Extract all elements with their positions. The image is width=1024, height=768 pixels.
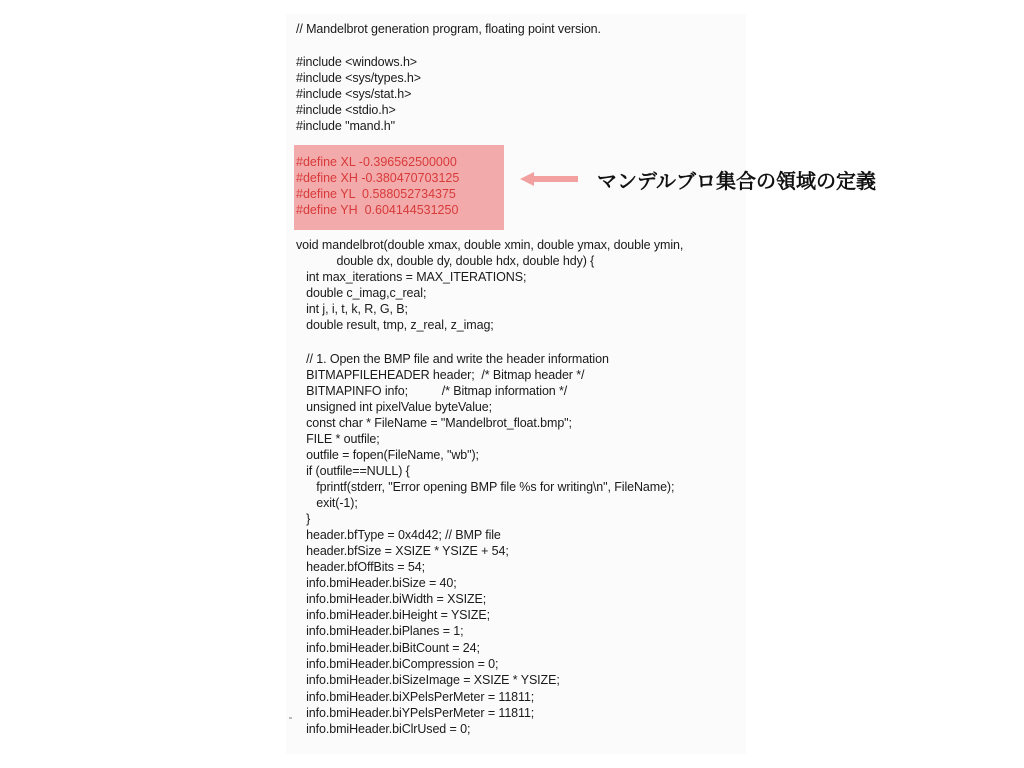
scan-speck <box>289 717 292 719</box>
code-line: BITMAPINFO info; /* Bitmap information */ <box>296 384 568 398</box>
code-line: info.bmiHeader.biXPelsPerMeter = 11811; <box>296 690 535 704</box>
include-line: #include <sys/stat.h> <box>296 87 412 101</box>
include-line: #include <windows.h> <box>296 55 417 69</box>
callout-label: マンデルブロ集合の領域の定義 <box>597 169 876 193</box>
code-line: double dx, double dy, double hdx, double hdy) { <box>296 254 595 268</box>
define-xh: #define XH -0.380470703125 <box>296 171 460 185</box>
include-line: #include "mand.h" <box>296 119 395 133</box>
code-comment-header: // Mandelbrot generation program, floating point version. <box>296 22 601 36</box>
code-line: BITMAPFILEHEADER header; /* Bitmap header */ <box>296 368 585 382</box>
code-line: int max_iterations = MAX_ITERATIONS; <box>296 270 527 284</box>
code-line: unsigned int pixelValue byteValue; <box>296 400 492 414</box>
code-line: fprintf(stderr, "Error opening BMP file %s for writing\n", FileName); <box>296 480 675 494</box>
code-line: FILE * outfile; <box>296 432 380 446</box>
code-line: outfile = fopen(FileName, "wb"); <box>296 448 479 462</box>
code-line: info.bmiHeader.biClrUsed = 0; <box>296 722 471 736</box>
code-line: if (outfile==NULL) { <box>296 464 410 478</box>
define-yl: #define YL 0.588052734375 <box>296 187 456 201</box>
code-line: double c_imag,c_real; <box>296 286 427 300</box>
code-line: header.bfSize = XSIZE * YSIZE + 54; <box>296 544 509 558</box>
code-line: info.bmiHeader.biYPelsPerMeter = 11811; <box>296 706 535 720</box>
code-line: } <box>296 512 311 526</box>
code-line: info.bmiHeader.biCompression = 0; <box>296 657 499 671</box>
code-line: header.bfOffBits = 54; <box>296 560 425 574</box>
code-line: info.bmiHeader.biPlanes = 1; <box>296 624 464 638</box>
define-yh: #define YH 0.604144531250 <box>296 203 459 217</box>
code-comment: // 1. Open the BMP file and write the header information <box>296 352 609 366</box>
code-line: info.bmiHeader.biSizeImage = XSIZE * YSIZE; <box>296 673 560 687</box>
include-line: #include <sys/types.h> <box>296 71 421 85</box>
define-xl: #define XL -0.396562500000 <box>296 155 457 169</box>
code-line: double result, tmp, z_real, z_imag; <box>296 318 494 332</box>
code-line: void mandelbrot(double xmax, double xmin, double ymax, double ymin, <box>296 238 684 252</box>
code-line: const char * FileName = "Mandelbrot_float.bmp"; <box>296 416 572 430</box>
code-line: info.bmiHeader.biWidth = XSIZE; <box>296 592 487 606</box>
code-line: info.bmiHeader.biSize = 40; <box>296 576 457 590</box>
code-line: int j, i, t, k, R, G, B; <box>296 302 408 316</box>
code-line: info.bmiHeader.biHeight = YSIZE; <box>296 608 490 622</box>
left-arrow-icon <box>520 172 580 186</box>
code-line: info.bmiHeader.biBitCount = 24; <box>296 641 480 655</box>
include-line: #include <stdio.h> <box>296 103 396 117</box>
code-line: header.bfType = 0x4d42; // BMP file <box>296 528 501 542</box>
code-line: exit(-1); <box>296 496 358 510</box>
